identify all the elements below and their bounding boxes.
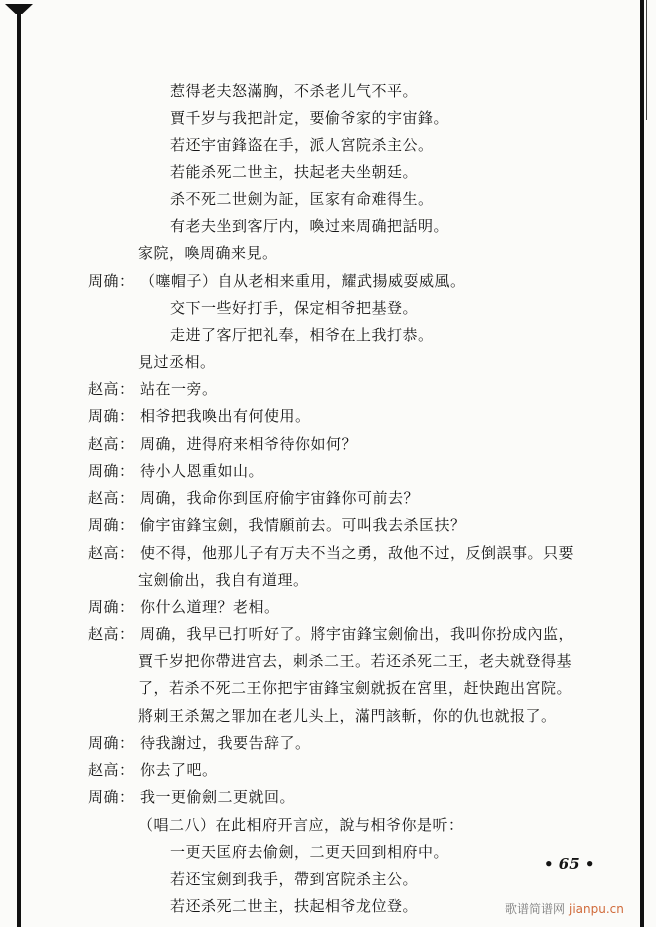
- line-text: 相爷把我喚出有何使用。: [140, 407, 311, 425]
- speaker-name: 周确：: [88, 734, 135, 752]
- line-text: 交下一些好打手，保定相爷把基登。: [170, 299, 419, 317]
- line-text: 你去了吧。: [140, 761, 218, 779]
- line-text: 待我謝过，我要告辞了。: [140, 734, 311, 752]
- speaker-name: 赵高：: [88, 489, 135, 507]
- dialogue-line: [88, 597, 280, 617]
- book-spine-right-edge: [646, 0, 647, 120]
- line-text: 你什么道理？老相。: [140, 598, 280, 616]
- verse-line: [170, 189, 434, 209]
- dialogue-line: [88, 760, 218, 780]
- book-spine-left: [17, 8, 21, 927]
- verse-line: [170, 108, 449, 128]
- line-text: 有老夫坐到客厅内，喚过来周确把話明。: [170, 217, 450, 235]
- line-text: （噻帽子）自从老相来重用，耀武揚威耍威風。: [140, 272, 466, 290]
- line-text: 周确，我命你到匡府偷宇宙鋒你可前去？: [140, 489, 420, 507]
- line-text: 待小人恩重如山。: [140, 462, 265, 480]
- dialogue-line: [88, 488, 419, 508]
- verse-line: [170, 162, 418, 182]
- line-text: 惹得老夫怒滿胸，不杀老儿气不平。: [170, 82, 419, 100]
- dialogue-line: [88, 624, 574, 644]
- line-text: 使不得，他那儿子有万夫不当之勇，敌他不过，反倒誤事。只要: [140, 544, 575, 562]
- speaker-name: 周确：: [88, 516, 135, 534]
- line-text: 一更天匡府去偷劍，二更天回到相府中。: [170, 843, 450, 861]
- line-text: （唱二八）在此相府开言应，說与相爷你是听：: [138, 816, 464, 834]
- line-text: 若还宝劍到我手，帶到宮院杀主公。: [170, 870, 419, 888]
- verse-line: [170, 896, 418, 916]
- verse-line: [170, 216, 449, 236]
- watermark-text: 歌谱简谱网: [505, 902, 566, 916]
- speaker-name: 周确：: [88, 788, 135, 806]
- line-text: 我一更偷劍二更就回。: [140, 788, 296, 806]
- speaker-name: 周确：: [88, 272, 135, 290]
- line-text: 若还杀死二世主，扶起相爷龙位登。: [170, 897, 419, 915]
- line-text: 站在一旁。: [140, 380, 218, 398]
- continuation-line: [138, 651, 572, 671]
- watermark-site: jianpu.cn: [569, 902, 624, 916]
- line-text: 將刺王杀駕之罪加在老儿头上，滿門該斬，你的仇也就报了。: [138, 707, 557, 725]
- dialogue-line: [88, 406, 311, 426]
- line-text: 周确，进得府来相爷待你如何？: [140, 435, 358, 453]
- dialogue-line: [88, 515, 466, 535]
- speaker-name: 赵高：: [88, 380, 135, 398]
- dialogue-line: [88, 733, 311, 753]
- dialogue-line: [88, 271, 466, 291]
- dialogue-line: [88, 434, 357, 454]
- dialogue-line: [88, 461, 264, 481]
- line-text: 宝劍偷出，我自有道理。: [138, 571, 309, 589]
- line-text: 走进了客厅把礼奉，相爷在上我打恭。: [170, 326, 434, 344]
- line-text: 見过丞相。: [138, 353, 216, 371]
- line-text: 周确，我早已打听好了。將宇宙鋒宝劍偷出，我叫你扮成內监，: [140, 625, 575, 643]
- continuation-line: [138, 243, 278, 263]
- verse-line: [170, 842, 449, 862]
- verse-line: [170, 135, 434, 155]
- speaker-name: 赵高：: [88, 761, 135, 779]
- continuation-line: [138, 706, 557, 726]
- continuation-line: [138, 352, 216, 372]
- speaker-name: 赵高：: [88, 625, 135, 643]
- line-text: 了，若杀不死二王你把宇宙鋒宝劍就扳在宮里，赶快跑出宮院。: [138, 679, 573, 697]
- dialogue-line: [88, 543, 574, 563]
- speaker-name: 周确：: [88, 462, 135, 480]
- dialogue-line: [88, 787, 295, 807]
- book-spine-right: [640, 0, 644, 927]
- line-text: 賈千岁把你帶进宫去，刺杀二王。若还杀死二王，老夫就登得基: [138, 652, 573, 670]
- line-text: 家院，喚周确来見。: [138, 244, 278, 262]
- verse-line: [170, 81, 418, 101]
- continuation-line: [138, 678, 572, 698]
- line-text: 若还宇宙鋒盗在手，派人宮院杀主公。: [170, 136, 434, 154]
- page-number: • 65 •: [544, 855, 595, 873]
- line-text: 若能杀死二世主，扶起老夫坐朝廷。: [170, 163, 419, 181]
- speaker-name: 周确：: [88, 407, 135, 425]
- verse-line: [170, 869, 418, 889]
- verse-line: [170, 298, 418, 318]
- line-text: 賈千岁与我把計定，要偷爷家的宇宙鋒。: [170, 109, 450, 127]
- line-text: 杀不死二世劍为証，匡家有命难得生。: [170, 190, 434, 208]
- continuation-line: [138, 570, 309, 590]
- continuation-line: [138, 815, 464, 835]
- line-text: 偷宇宙鋒宝劍，我情願前去。可叫我去杀匡扶？: [140, 516, 466, 534]
- speaker-name: 周确：: [88, 598, 135, 616]
- watermark: [505, 900, 624, 917]
- speaker-name: 赵高：: [88, 544, 135, 562]
- speaker-name: 赵高：: [88, 435, 135, 453]
- dialogue-line: [88, 379, 218, 399]
- verse-line: [170, 325, 434, 345]
